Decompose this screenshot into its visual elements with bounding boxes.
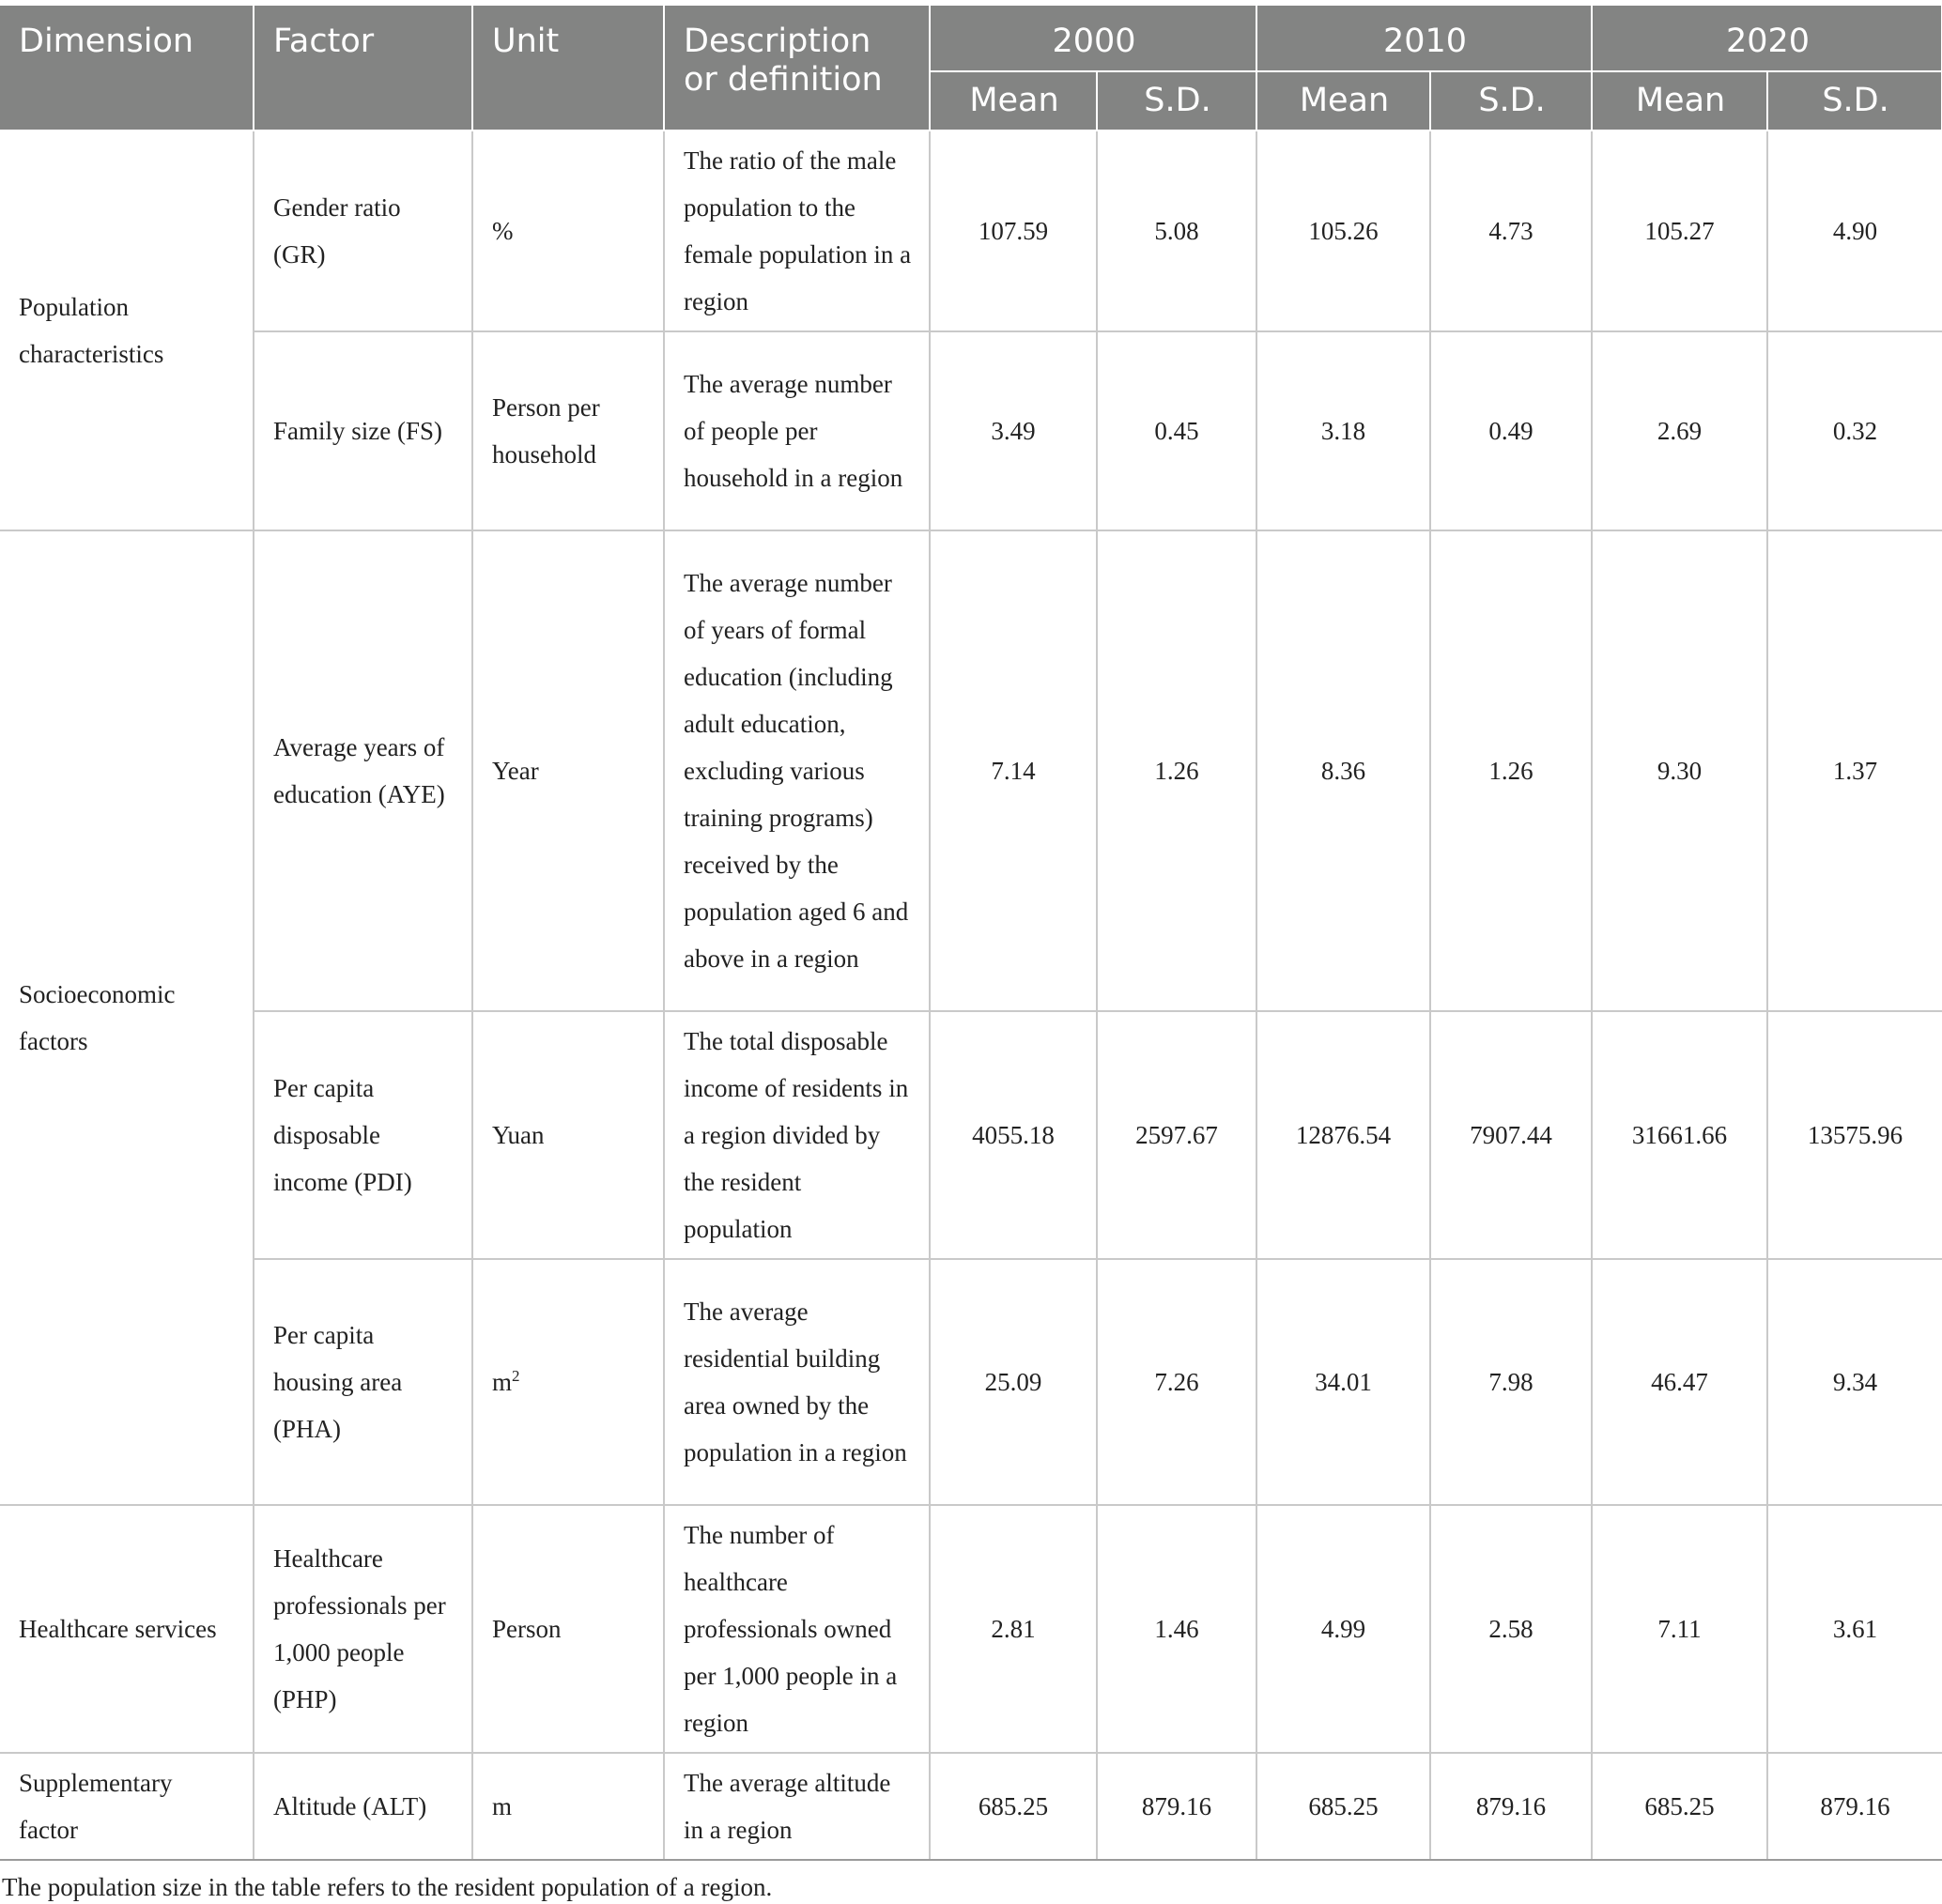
sd-2010-cell: 4.73 [1430, 131, 1592, 331]
factor-cell: Per capita housing area (PHA) [254, 1259, 472, 1505]
mean-2000-cell: 7.14 [930, 530, 1097, 1011]
mean-2010-cell: 3.18 [1256, 331, 1430, 530]
table-row [0, 131, 1942, 331]
mean-2000-cell: 685.25 [930, 1753, 1097, 1860]
header-dimension: Dimension [0, 5, 254, 131]
table-row [0, 1505, 1942, 1753]
header-mean-2020: Mean [1592, 71, 1767, 131]
table-container [0, 4, 1942, 1904]
description-cell: The average residential building area owned by the population in a region [664, 1259, 930, 1505]
mean-2020-cell: 105.27 [1592, 131, 1767, 331]
table-row [0, 530, 1942, 1011]
unit-cell: % [472, 131, 664, 331]
mean-2020-cell: 7.11 [1592, 1505, 1767, 1753]
header-factor: Factor [254, 5, 472, 131]
mean-2010-cell: 4.99 [1256, 1505, 1430, 1753]
sd-2010-cell: 2.58 [1430, 1505, 1592, 1753]
header-year-2000: 2000 [930, 5, 1256, 71]
descriptive-statistics-table [0, 4, 1942, 1861]
header-year-2010: 2010 [1256, 5, 1592, 71]
sd-2000-cell: 2597.67 [1097, 1011, 1256, 1259]
factor-cell: Altitude (ALT) [254, 1753, 472, 1860]
mean-2000-cell: 107.59 [930, 131, 1097, 331]
sd-2010-cell: 7907.44 [1430, 1011, 1592, 1259]
dimension-supplementary: Supplementary factor [0, 1753, 254, 1860]
table-row [0, 1259, 1942, 1505]
sd-2000-cell: 0.45 [1097, 331, 1256, 530]
header-mean-2000: Mean [930, 71, 1097, 131]
unit-cell: Yuan [472, 1011, 664, 1259]
table-row [0, 1011, 1942, 1259]
mean-2000-cell: 2.81 [930, 1505, 1097, 1753]
header-row-years [0, 5, 1942, 71]
sd-2020-cell: 3.61 [1767, 1505, 1942, 1753]
mean-2010-cell: 8.36 [1256, 530, 1430, 1011]
sd-2000-cell: 7.26 [1097, 1259, 1256, 1505]
sd-2000-cell: 879.16 [1097, 1753, 1256, 1860]
mean-2000-cell: 3.49 [930, 331, 1097, 530]
mean-2020-cell: 2.69 [1592, 331, 1767, 530]
mean-2010-cell: 105.26 [1256, 131, 1430, 331]
sd-2020-cell: 13575.96 [1767, 1011, 1942, 1259]
table-row [0, 331, 1942, 530]
factor-cell: Healthcare professionals per 1,000 people (PHP) [254, 1505, 472, 1753]
mean-2000-cell: 4055.18 [930, 1011, 1097, 1259]
description-cell: The average altitude in a region [664, 1753, 930, 1860]
header-sd-2000: S.D. [1097, 71, 1256, 131]
dimension-socioeconomic: Socioeconomic factors [0, 530, 254, 1505]
sd-2000-cell: 1.26 [1097, 530, 1256, 1011]
header-description: Description or definition [664, 5, 930, 131]
sd-2020-cell: 9.34 [1767, 1259, 1942, 1505]
mean-2010-cell: 12876.54 [1256, 1011, 1430, 1259]
unit-superscript: 2 [512, 1367, 520, 1385]
description-cell: The average number of years of formal education (including adult education, excluding various training programs) received by the population aged 6 and above in a region [664, 530, 930, 1011]
unit-cell [472, 1259, 664, 1505]
mean-2010-cell: 685.25 [1256, 1753, 1430, 1860]
header-unit: Unit [472, 5, 664, 131]
sd-2010-cell: 1.26 [1430, 530, 1592, 1011]
unit-cell: Person [472, 1505, 664, 1753]
mean-2010-cell: 34.01 [1256, 1259, 1430, 1505]
mean-2020-cell: 9.30 [1592, 530, 1767, 1011]
description-cell: The number of healthcare professionals owned per 1,000 people in a region [664, 1505, 930, 1753]
sd-2010-cell: 7.98 [1430, 1259, 1592, 1505]
sd-2020-cell: 879.16 [1767, 1753, 1942, 1860]
table-footnote: The population size in the table refers to the resident population of a region. [2, 1873, 773, 1901]
header-sd-2020: S.D. [1767, 71, 1942, 131]
header-sd-2010: S.D. [1430, 71, 1592, 131]
unit-cell: Year [472, 530, 664, 1011]
factor-cell: Gender ratio (GR) [254, 131, 472, 331]
sd-2000-cell: 5.08 [1097, 131, 1256, 331]
header-mean-2010: Mean [1256, 71, 1430, 131]
sd-2010-cell: 879.16 [1430, 1753, 1592, 1860]
dimension-population: Population characteristics [0, 131, 254, 530]
description-cell: The total disposable income of residents in a region divided by the resident population [664, 1011, 930, 1259]
sd-2010-cell: 0.49 [1430, 331, 1592, 530]
sd-2020-cell: 0.32 [1767, 331, 1942, 530]
unit-text: m [492, 1368, 513, 1396]
sd-2020-cell: 1.37 [1767, 530, 1942, 1011]
description-cell: The average number of people per household in a region [664, 331, 930, 530]
factor-cell: Family size (FS) [254, 331, 472, 530]
table-row [0, 1753, 1942, 1860]
mean-2000-cell: 25.09 [930, 1259, 1097, 1505]
unit-cell: Person per household [472, 331, 664, 530]
unit-cell: m [472, 1753, 664, 1860]
factor-cell: Per capita disposable income (PDI) [254, 1011, 472, 1259]
table-header [0, 5, 1942, 131]
header-year-2020: 2020 [1592, 5, 1942, 71]
description-cell: The ratio of the male population to the female population in a region [664, 131, 930, 331]
mean-2020-cell: 46.47 [1592, 1259, 1767, 1505]
mean-2020-cell: 685.25 [1592, 1753, 1767, 1860]
mean-2020-cell: 31661.66 [1592, 1011, 1767, 1259]
table-body [0, 131, 1942, 1860]
dimension-healthcare: Healthcare services [0, 1505, 254, 1753]
factor-cell: Average years of education (AYE) [254, 530, 472, 1011]
sd-2020-cell: 4.90 [1767, 131, 1942, 331]
sd-2000-cell: 1.46 [1097, 1505, 1256, 1753]
